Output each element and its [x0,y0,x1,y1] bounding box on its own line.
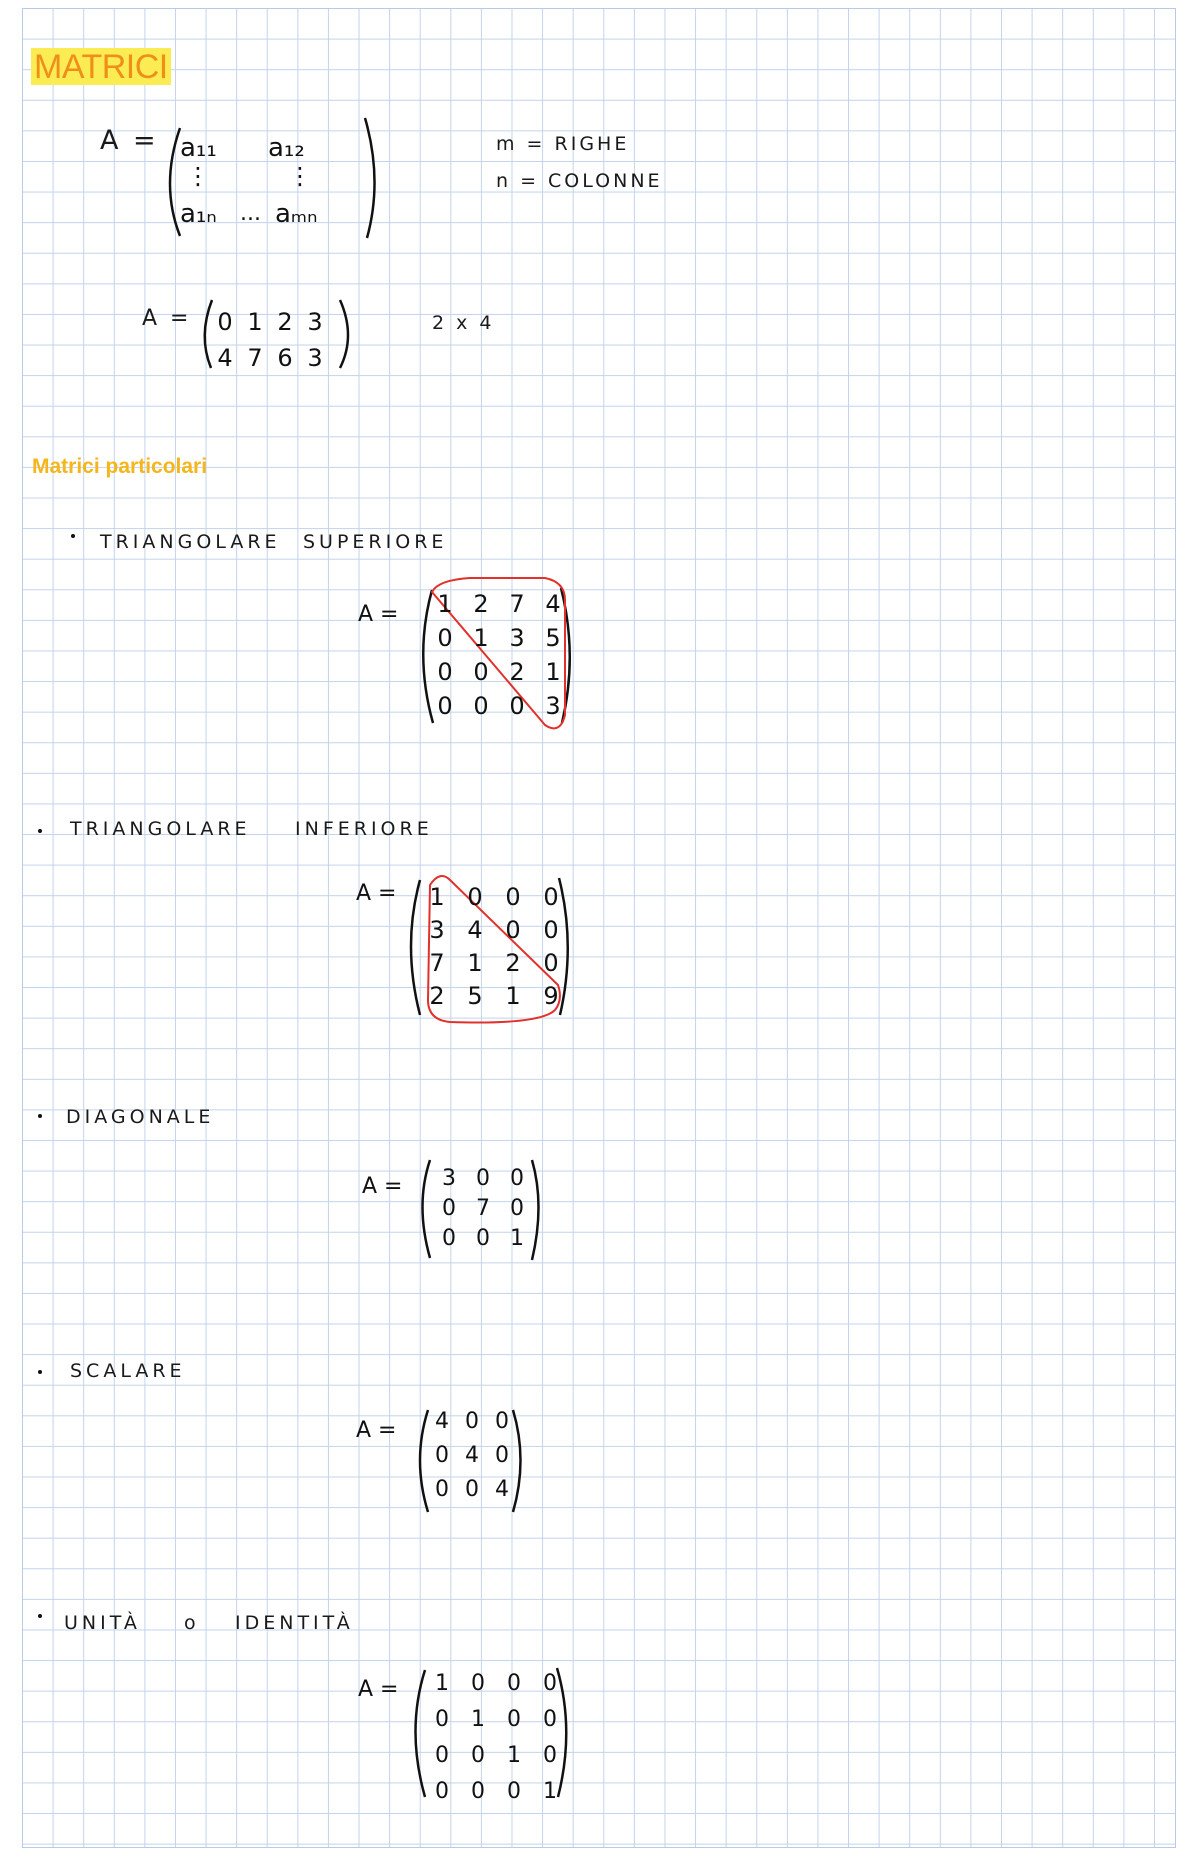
identity-cell: 0 [435,1707,449,1732]
lhs-diagonale: A = [362,1174,403,1199]
identity-cell: 1 [471,1707,485,1732]
general-matrix-lhs: A = [100,125,159,156]
lower-cell: 0 [543,949,559,977]
scalar-cell: 0 [465,1477,479,1502]
identity-cell: 0 [507,1671,521,1696]
bullet [38,829,42,833]
vdots-right: ⋮ [288,162,312,190]
entry-a1n: a₁ₙ [180,199,217,229]
entry-amn: aₘₙ [275,199,318,229]
label-triangolare-inferiore: TRIANGOLARE [70,818,251,840]
lower-cell: 1 [505,982,521,1010]
lower-cell: 4 [467,916,483,944]
example-cell: 4 [217,344,233,372]
label-inferiore: INFERIORE [295,818,433,840]
example-cell: 3 [307,344,323,372]
identity-cell: 1 [543,1779,557,1804]
identity-cell: 1 [507,1743,521,1768]
upper-cell: 5 [545,624,561,652]
bullet [71,534,75,538]
diagonal-cell: 0 [442,1196,456,1221]
upper-cell: 0 [473,658,489,686]
upper-cell: 4 [545,590,561,618]
example-cell: 2 [277,308,293,336]
label-diagonale: DIAGONALE [66,1106,215,1128]
grid-paper [22,8,1176,1848]
example-cell: 6 [277,344,293,372]
lower-cell: 0 [543,916,559,944]
diagonal-cell: 0 [476,1226,490,1251]
label-scalare: SCALARE [70,1360,186,1382]
example-cell: 0 [217,308,233,336]
upper-cell: 0 [509,692,525,720]
identity-cell: 0 [471,1779,485,1804]
diagonal-cell: 0 [476,1166,490,1191]
upper-cell: 0 [437,658,453,686]
scalar-cell: 0 [495,1409,509,1434]
ellipsis: ... [240,201,261,226]
scalar-cell: 4 [465,1443,479,1468]
identity-cell: 0 [435,1779,449,1804]
entry-a12: a₁₂ [268,133,305,163]
lhs-triangolare-inferiore: A = [356,881,397,906]
upper-cell: 7 [509,590,525,618]
lower-cell: 7 [429,949,445,977]
page-title: MATRICI [31,48,171,85]
lhs-triangolare-superiore: A = [358,602,399,627]
lower-cell: 0 [543,883,559,911]
diagonal-cell: 0 [510,1196,524,1221]
identity-cell: 0 [543,1743,557,1768]
upper-cell: 3 [545,692,561,720]
upper-cell: 0 [473,692,489,720]
identity-cell: 0 [471,1743,485,1768]
diagonal-cell: 3 [442,1166,456,1191]
lower-cell: 5 [467,982,483,1010]
lhs-identita: A = [358,1677,399,1702]
lower-cell: 1 [429,883,445,911]
identity-cell: 1 [435,1671,449,1696]
lower-cell: 0 [467,883,483,911]
scalar-cell: 0 [435,1443,449,1468]
lower-cell: 0 [505,883,521,911]
scalar-cell: 0 [495,1443,509,1468]
identity-cell: 0 [543,1707,557,1732]
label-unita: UNITÀ [64,1612,141,1634]
bullet [38,1370,42,1374]
lower-cell: 0 [505,916,521,944]
entry-a11: a₁₁ [180,133,217,163]
upper-cell: 1 [473,624,489,652]
identity-cell: 0 [507,1779,521,1804]
label-identita: IDENTITÀ [235,1612,354,1634]
upper-cell: 2 [509,658,525,686]
lower-cell: 3 [429,916,445,944]
example-size: 2 x 4 [432,312,495,334]
scalar-cell: 0 [465,1409,479,1434]
upper-cell: 0 [437,624,453,652]
scalar-cell: 4 [495,1477,509,1502]
upper-cell: 0 [437,692,453,720]
bullet [38,1614,42,1618]
upper-cell: 1 [545,658,561,686]
label-superiore: SUPERIORE [303,531,448,553]
upper-cell: 1 [437,590,453,618]
rows-definition: m = RIGHE [496,133,630,155]
label-connector: o [184,1612,200,1634]
diagonal-cell: 7 [476,1196,490,1221]
example-cell: 1 [247,308,263,336]
scalar-cell: 0 [435,1477,449,1502]
diagonal-cell: 0 [442,1226,456,1251]
cols-definition: n = COLONNE [496,170,663,192]
lhs-scalare: A = [356,1418,397,1443]
identity-cell: 0 [471,1671,485,1696]
upper-cell: 2 [473,590,489,618]
identity-cell: 0 [507,1707,521,1732]
diagonal-cell: 0 [510,1166,524,1191]
lower-cell: 9 [543,982,559,1010]
example-cell: 3 [307,308,323,336]
lower-cell: 2 [429,982,445,1010]
scalar-cell: 4 [435,1409,449,1434]
example-lhs: A = [142,306,192,331]
example-cell: 7 [247,344,263,372]
identity-cell: 0 [543,1671,557,1696]
lower-cell: 2 [505,949,521,977]
lower-cell: 1 [467,949,483,977]
section-subtitle: Matrici particolari [32,455,208,478]
diagonal-cell: 1 [510,1226,524,1251]
upper-cell: 3 [509,624,525,652]
bullet [38,1114,42,1118]
label-triangolare-superiore: TRIANGOLARE [100,531,281,553]
vdots-left: ⋮ [186,162,210,190]
identity-cell: 0 [435,1743,449,1768]
